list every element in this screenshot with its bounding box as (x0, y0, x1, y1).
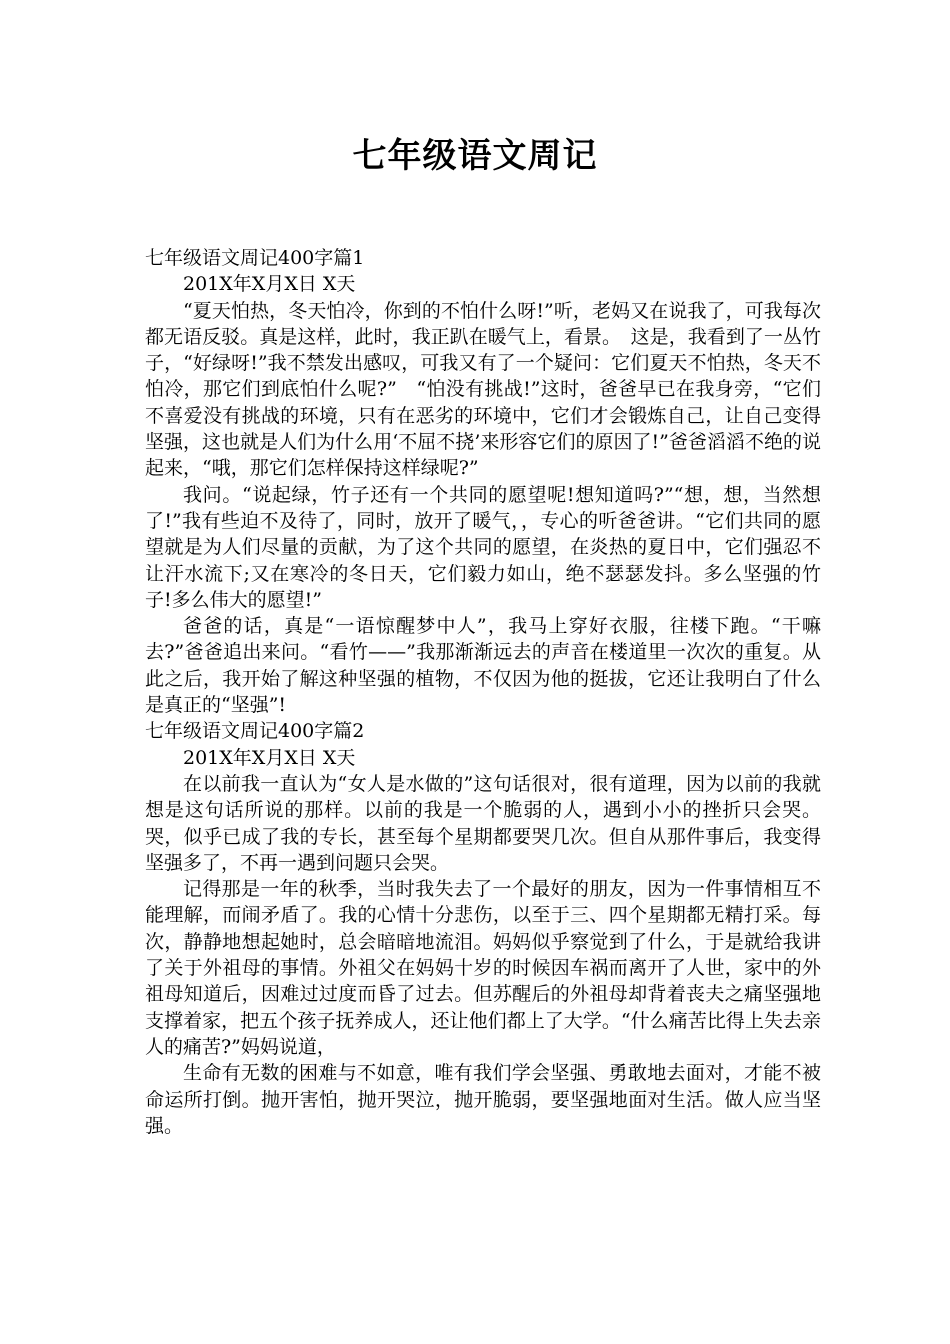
document-body (145, 245, 821, 1139)
section-2-date: 201X年X月X日 X天 (183, 746, 356, 769)
section-2-paragraph-1: 在以前我一直认为“女人是水做的”这句话很对，很有道理，因为以前的我就想是这句话所说的那样。以前的我是一个脆弱的人，遇到小小的挫折只会哭。哭，似乎已成了我的专长，甚至每个星期都要哭几次。但自从那件事后，我变得坚强多了，不再一遇到问题只会哭。 (145, 772, 821, 874)
section-1-paragraph-1: “夏天怕热，冬天怕冷，你到的不怕什么呀!”听，老妈又在说我了，可我每次都无语反驳。真是这样，此时，我正趴在暖气上，看景。 这是，我看到了一丛竹子，“好绿呀!”我不禁发出感叹，可我又有了一个疑问：它们夏天不怕热，冬天不怕冷，那它们到底怕什么呢?” “怕没有挑战!”这时，爸爸早已在我身旁，“它们不喜爱没有挑战的环境，只有在恶劣的环境中，它们才会锻炼自己，让自己变得坚强，这也就是人们为什么用‘不屈不挠’来形容它们的原因了!”爸爸滔滔不绝的说起来，“哦，那它们怎样保持这样绿呢?” (145, 299, 821, 480)
section-2-heading: 七年级语文周记400字篇2 (145, 720, 365, 743)
section-1-paragraph-2: 我问。“说起绿，竹子还有一个共同的愿望呢!想知道吗?”“想，想，当然想了!”我有些迫不及待了，同时，放开了暖气，，专心的听爸爸讲。“它们共同的愿望就是为人们尽量的贡献，为了这个共同的愿望，在炎热的夏日中，它们强忍不让汗水流下;又在寒冷的冬日天，它们毅力如山，绝不瑟瑟发抖。多么坚强的竹子!多么伟大的愿望!” (145, 483, 821, 611)
section-1-heading: 七年级语文周记400字篇1 (145, 247, 365, 269)
section-1-date: 201X年X月X日 X天 (183, 273, 356, 296)
section-2-paragraph-3: 生命有无数的困难与不如意，唯有我们学会坚强、勇敢地去面对，才能不被命运所打倒。抛开害怕，抛开哭泣，抛开脆弱，要坚强地面对生活。做人应当坚强。 (145, 1062, 821, 1137)
section-1-paragraph-3: 爸爸的话，真是“一语惊醒梦中人”，我马上穿好衣服，往楼下跑。“干嘛去?”爸爸追出来问。“看竹——”我那渐渐远去的声音在楼道里一次次的重复。从此之后，我开始了解这种坚强的植物，不仅因为他的挺拔，它还让我明白了什么是真正的“坚强”! (145, 615, 821, 717)
section-2-paragraph-2: 记得那是一年的秋季，当时我失去了一个最好的朋友，因为一件事情相互不能理解，而闹矛盾了。我的心情十分悲伤，以至于三、四个星期都无精打采。每次，静静地想起她时，总会暗暗地流泪。妈妈似乎察觉到了什么，于是就给我讲了关于外祖母的事情。外祖父在妈妈十岁的时候因车祸而离开了人世，家中的外祖母知道后，因难过过度而昏了过去。但苏醒后的外祖母却背着丧夫之痛坚强地支撑着家，把五个孩子抚养成人，还让他们都上了大学。“什么痛苦比得上失去亲人的痛苦?”妈妈说道， (145, 878, 821, 1058)
document-title: 七年级语文周记 (352, 136, 598, 176)
